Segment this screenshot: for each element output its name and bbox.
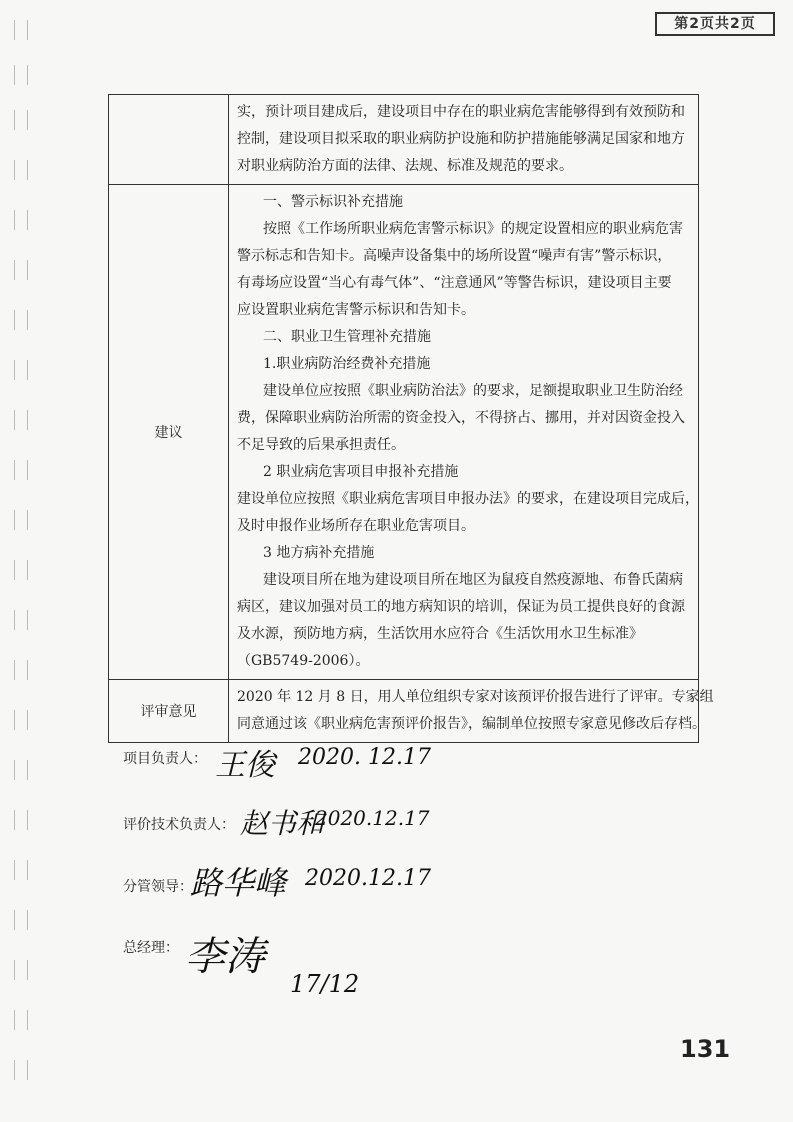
assessment-table	[108, 94, 714, 743]
text-line: 控制，建设项目拟采取的职业病防护设施和防护措施能够满足国家和地方	[237, 131, 685, 147]
text-line: 建设单位应按照《职业病危害项目申报办法》的要求，在建设项目完成后，	[237, 491, 699, 507]
table-row	[109, 95, 699, 185]
section-heading: 一、警示标识补充措施	[263, 194, 403, 210]
tech-lead-date: 2020.12.17	[315, 806, 430, 830]
text-line: 费，保障职业病防治所需的资金投入，不得挤占、挪用，并对因资金投入	[237, 410, 685, 426]
text-line: 及时申报作业场所存在职业危害项目。	[237, 518, 475, 534]
project-lead-signature: 王俊	[215, 748, 275, 783]
text-line: 2020 年 12 月 8 日，用人单位组织专家对该预评价报告进行了评审。专家组	[237, 689, 714, 705]
text-line: 按照《工作场所职业病危害警示标识》的规定设置相应的职业病危害	[263, 221, 683, 237]
suggestion-label: 建议	[109, 185, 229, 680]
tech-lead-signature: 赵书和	[240, 807, 325, 840]
text-line: 病区，建议加强对员工的地方病知识的培训，保证为员工提供良好的食源	[237, 599, 685, 615]
subsection-heading: 2 职业病危害项目申报补充措施	[263, 464, 459, 480]
review-cell	[229, 680, 714, 743]
section-heading: 二、职业卫生管理补充措施	[263, 329, 431, 345]
general-manager-signature: 李涛	[185, 934, 265, 980]
review-label: 评审意见	[109, 680, 229, 743]
empty-label-cell	[109, 95, 229, 185]
conclusion-cell	[229, 95, 699, 185]
supervisor-signature: 路华峰	[190, 864, 287, 902]
table-row	[109, 185, 699, 680]
subsection-heading: 3 地方病补充措施	[263, 545, 375, 561]
general-manager-date: 17/12	[290, 970, 360, 998]
binding-marks	[0, 0, 40, 1122]
text-line: 及水源，预防地方病，生活饮用水应符合《生活饮用水卫生标准》	[237, 626, 643, 642]
page-number: 131	[680, 1035, 731, 1063]
table-row	[109, 680, 699, 743]
supervisor-date: 2020.12.17	[305, 866, 431, 891]
text-line: 应设置职业病危害警示标识和告知卡。	[237, 302, 475, 318]
text-line: （GB5749-2006）。	[237, 653, 370, 669]
supervisor-label: 分管领导：	[123, 879, 193, 895]
general-manager-label: 总经理：	[123, 940, 179, 956]
project-lead-label: 项目负责人：	[123, 751, 207, 767]
text-line: 实，预计项目建成后，建设项目中存在的职业病危害能够得到有效预防和	[237, 104, 685, 120]
suggestion-cell	[229, 185, 699, 680]
text-line: 同意通过该《职业病危害预评价报告》，编制单位按照专家意见修改后存档。	[237, 716, 706, 732]
text-line: 建设项目所在地为建设项目所在地区为鼠疫自然疫源地、布鲁氏菌病	[263, 572, 683, 588]
text-line: 有毒场应设置“当心有毒气体”、“注意通风”等警告标识，建设项目主要	[237, 275, 672, 291]
tech-lead-label: 评价技术负责人：	[123, 817, 235, 833]
text-line: 建设单位应按照《职业病防治法》的要求，足额提取职业卫生防治经	[263, 383, 683, 399]
text-line: 不足导致的后果承担责任。	[237, 437, 405, 453]
subsection-heading: 1.职业病防治经费补充措施	[263, 356, 431, 372]
text-line: 对职业病防治方面的法律、法规、标准及规范的要求。	[237, 158, 573, 174]
project-lead-date: 2020. 12.17	[298, 745, 431, 770]
page-stamp: 第2页共2页	[655, 12, 775, 36]
text-line: 警示标志和告知卡。高噪声设备集中的场所设置“噪声有害”警示标识，	[237, 248, 672, 264]
